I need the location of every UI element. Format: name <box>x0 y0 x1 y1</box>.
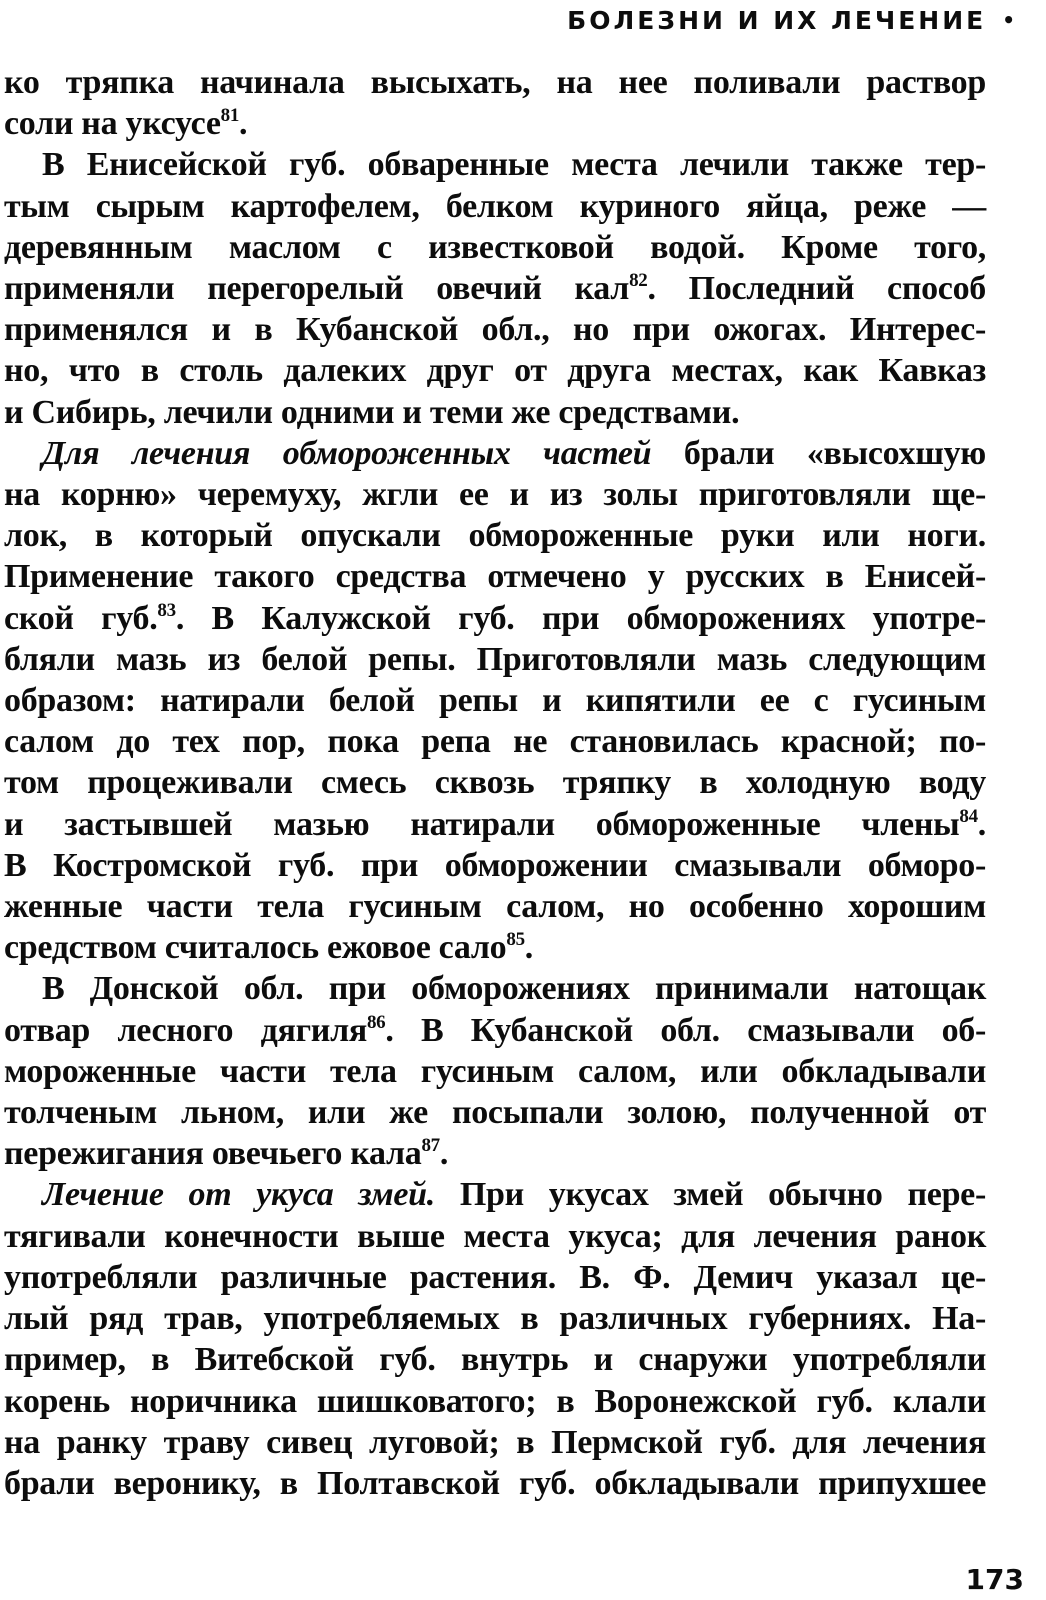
text-line <box>4 556 986 597</box>
line-text: тым сырым картофелем, белком куриного яйца, реже — <box>4 187 986 225</box>
line-text: средством считалось ежовое сало <box>4 929 507 967</box>
running-head-title: БОЛЕЗНИ И ИХ ЛЕЧЕНИЕ <box>567 6 987 35</box>
text-line <box>4 1339 986 1380</box>
line-text: корень норичника шишковатого; в Воронежской губ. клали <box>4 1382 986 1420</box>
line-text: В Донской обл. при обморожениях принимали натощак <box>42 970 986 1008</box>
text-line <box>4 1216 986 1257</box>
text-line <box>4 1257 986 1298</box>
text-line <box>4 968 986 1009</box>
text-line <box>4 1422 986 1463</box>
italic-heading: Для лечения обмороженных частей <box>42 434 652 472</box>
line-text: лок, в который опускали обмороженные руки или ноги. <box>4 517 986 555</box>
text-line <box>4 392 986 433</box>
text-line <box>4 144 986 185</box>
line-text: брали веронику, в Полтавской губ. обкладывали припухшее <box>4 1464 986 1502</box>
line-text: пережигания овечьего кала <box>4 1135 422 1173</box>
line-text: В Енисейской губ. обваренные места лечили также тер- <box>42 146 986 184</box>
footnote-ref: 86 <box>366 1011 386 1033</box>
line-text: мороженные части тела гусиным салом, или обкладывали <box>4 1052 986 1090</box>
page-number: 173 <box>965 1563 1024 1596</box>
line-text: но, что в столь далеких друг от друга местах, как Кавказ <box>4 352 986 390</box>
line-text: том процеживали смесь сквозь тряпку в холодную воду <box>4 764 986 802</box>
footnote-ref: 82 <box>629 270 648 292</box>
text-line <box>4 598 986 639</box>
text-line <box>4 1010 986 1051</box>
line-text-after: . Последний способ <box>647 270 986 308</box>
line-text-after: . В Калужской губ. при обморожениях употре- <box>175 599 986 637</box>
line-text: на ранку траву сивец луговой; в Пермской губ. для лечения <box>4 1423 986 1461</box>
line-text: При укусах змей обычно пере- <box>434 1176 986 1214</box>
text-line <box>4 1174 986 1215</box>
line-text: ской губ. <box>4 599 158 637</box>
text-line <box>4 886 986 927</box>
line-text: В Костромской губ. при обморожении смазывали обморо- <box>4 846 986 884</box>
line-text: и Сибирь, лечили одними и теми же средствами. <box>4 393 740 431</box>
line-text: ко тряпка начинала высыхать, на нее поливали раствор <box>4 64 986 101</box>
text-line <box>4 227 986 268</box>
line-text: салом до тех пор, пока репа не становилась красной; по- <box>4 723 986 761</box>
text-line <box>4 515 986 556</box>
footnote-ref: 81 <box>220 105 240 127</box>
footnote-ref: 83 <box>157 599 176 621</box>
footnote-ref: 87 <box>421 1135 440 1157</box>
line-text: образом: натирали белой репы и кипятили ее с гусиным <box>4 682 986 720</box>
line-text: и застывшей мазью натирали обмороженные члены <box>4 805 960 843</box>
text-line <box>4 680 986 721</box>
text-line <box>4 927 986 968</box>
text-line <box>4 474 986 515</box>
text-line <box>4 268 986 309</box>
line-text: употребляли различные растения. В. Ф. Демич указал це- <box>4 1258 986 1296</box>
line-text: деревянным маслом с известковой водой. Кроме того, <box>4 228 986 266</box>
line-text: бляли мазь из белой репы. Приготовляли мазь следующим <box>4 640 986 678</box>
footnote-ref: 84 <box>959 805 978 827</box>
line-text: применяли перегорелый овечий кал <box>4 270 630 308</box>
line-text-after: . <box>977 805 986 843</box>
text-line <box>4 62 986 103</box>
running-head-bullet: • <box>1002 8 1018 32</box>
text-line <box>4 1092 986 1133</box>
running-head <box>0 6 1018 35</box>
text-line <box>4 639 986 680</box>
line-text: толченым льном, или же посыпали золою, полученной от <box>4 1094 986 1132</box>
line-text: применялся и в Кубанской обл., но при ожогах. Интерес- <box>4 311 986 349</box>
line-text: лый ряд трав, употребляемых в различных губерниях. На- <box>4 1300 986 1338</box>
line-text: соли на уксусе <box>4 105 221 143</box>
line-text: на корню» черемуху, жгли ее и из золы приготовляли ще- <box>4 476 986 514</box>
line-text: брали «высохшую <box>651 434 986 472</box>
text-line <box>4 845 986 886</box>
line-text: пример, в Витебской губ. внутрь и снаружи употребляли <box>4 1341 986 1379</box>
text-line <box>4 350 986 391</box>
line-text: тягивали конечности выше места укуса; для лечения ранок <box>4 1217 986 1255</box>
text-line <box>4 1298 986 1339</box>
text-line <box>4 721 986 762</box>
text-line <box>4 804 986 845</box>
text-line <box>4 762 986 803</box>
line-text-after: . <box>439 1135 449 1173</box>
text-line <box>4 1463 986 1504</box>
line-text: отвар лесного дягиля <box>4 1011 367 1049</box>
line-text: женные части тела гусиным салом, но особенно хорошим <box>4 888 986 926</box>
text-line <box>4 186 986 227</box>
text-line <box>4 433 986 474</box>
text-line <box>4 1133 986 1174</box>
line-text: Применение такого средства отмечено у русских в Енисей- <box>4 558 986 596</box>
text-line <box>4 1051 986 1092</box>
body-text <box>4 62 986 1504</box>
line-text-after: . <box>524 929 533 967</box>
text-line <box>4 103 986 144</box>
line-text-after: . <box>239 105 248 143</box>
line-text-after: . В Кубанской обл. смазывали об- <box>385 1011 986 1049</box>
italic-heading: Лечение от укуса змей. <box>42 1176 435 1214</box>
text-line <box>4 1381 986 1422</box>
text-line <box>4 309 986 350</box>
footnote-ref: 85 <box>506 929 525 951</box>
